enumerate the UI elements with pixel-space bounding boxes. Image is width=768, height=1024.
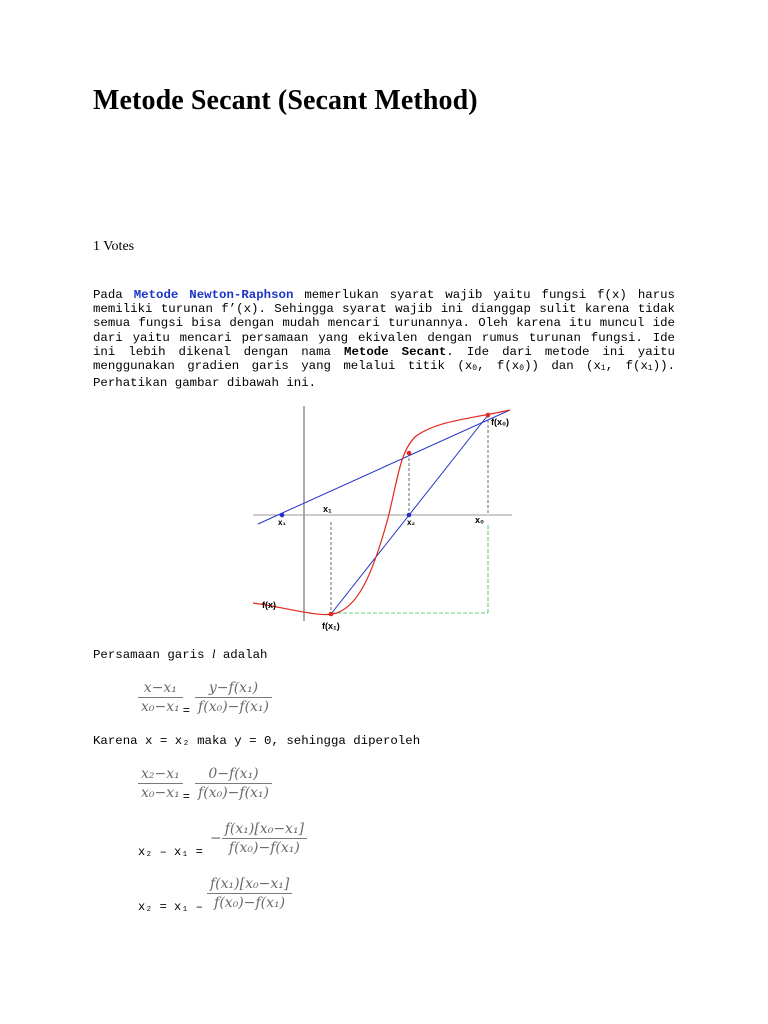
- para-text: , f(x: [477, 359, 520, 374]
- numerator: y−f(x₁): [208, 680, 259, 696]
- point-intersection: [407, 451, 412, 456]
- var-l: l: [211, 647, 216, 661]
- numerator: x₂−x₁: [141, 766, 180, 782]
- subscript: 0: [519, 364, 525, 374]
- equation-4-lhs: x₂ = x₁ –: [138, 900, 203, 914]
- secant-method-figure: [248, 403, 518, 633]
- denominator: f(x₀)−f(x₁): [198, 785, 270, 801]
- label-fx0: f(x₀): [491, 417, 510, 427]
- numerator: x−x₁: [143, 680, 177, 696]
- numerator: 0−f(x₁): [208, 766, 259, 782]
- fraction: [195, 766, 272, 801]
- denominator: x₀−x₁: [141, 785, 180, 801]
- denominator: f(x₀)−f(x₁): [214, 895, 286, 911]
- label-x1-top: x₁: [323, 504, 332, 514]
- function-curve: [253, 410, 510, 615]
- equals-sign: =: [182, 790, 190, 804]
- equation-3-rhs: [210, 821, 307, 856]
- page-title: Metode Secant (Secant Method): [93, 85, 478, 116]
- votes-count[interactable]: 1 Votes: [93, 239, 135, 254]
- numerator: f(x₁)[x₀−x₁]: [224, 821, 305, 837]
- fraction: [138, 680, 183, 715]
- derivation-text: Karena x = x₂ maka y = 0, sehingga diperoleh: [93, 734, 421, 748]
- denominator: x₀−x₁: [141, 699, 180, 715]
- label-fx: f(x): [262, 600, 276, 610]
- fraction: [222, 821, 307, 856]
- denominator: f(x₀)−f(x₁): [228, 840, 300, 856]
- intro-text: Persamaan garis: [93, 648, 212, 662]
- label-fx1: f(x₁): [322, 621, 340, 631]
- minus-sign: −: [210, 830, 222, 847]
- point-fx0: [486, 413, 491, 418]
- fraction: [138, 766, 183, 801]
- label-x1-left: x₁: [278, 518, 286, 527]
- para-text: )) dan (x: [524, 359, 601, 374]
- secant-method-term: Metode Secant: [344, 344, 447, 359]
- equation-1: [138, 680, 272, 718]
- subscript: 0: [472, 364, 478, 374]
- numerator: f(x₁)[x₀−x₁]: [210, 876, 290, 892]
- label-x0: x₀: [475, 515, 485, 525]
- para-text: Pada: [93, 288, 134, 302]
- point-fx1: [329, 612, 334, 617]
- secant-line-upper: [258, 410, 510, 524]
- label-x2: x₂: [407, 518, 416, 527]
- intro-paragraph: [93, 288, 675, 390]
- para-text: . Ide dari metode ini yaitu menggunakan gradien garis yang melalui titik (x: [93, 344, 675, 374]
- para-text: memerlukan syarat wajib yaitu fungsi f(x) harus memiliki turunan f’(x). Sehingga syarat wajib ini dianggap sulit karena tidak semua fungsi bisa dengan mudah mencari turunannya. Oleh karena itu muncul ide dari yaitu mencari persamaan yang ekivalen dengan rumus turunan fungsi. Ide ini lebih dikenal dengan nama: [93, 288, 675, 359]
- intro-text: adalah: [215, 648, 268, 662]
- equation-2: [138, 766, 272, 804]
- subscript: 1: [600, 364, 606, 374]
- subscript: 1: [647, 364, 653, 374]
- point-x-left: [280, 513, 285, 518]
- para-text: )). Perhatikan gambar dibawah ini.: [93, 359, 676, 391]
- fraction: [207, 876, 292, 911]
- denominator: f(x₀)−f(x₁): [198, 699, 270, 715]
- equals-sign: =: [182, 704, 190, 718]
- point-x2: [407, 513, 412, 518]
- para-text: , f(x: [605, 359, 648, 374]
- equation-4-rhs: [207, 876, 292, 911]
- equation-3-lhs: x₂ – x₁ =: [138, 845, 203, 859]
- line-equation-intro: [93, 647, 268, 662]
- newton-raphson-link[interactable]: Metode Newton-Raphson: [133, 288, 294, 302]
- fraction: [195, 680, 272, 715]
